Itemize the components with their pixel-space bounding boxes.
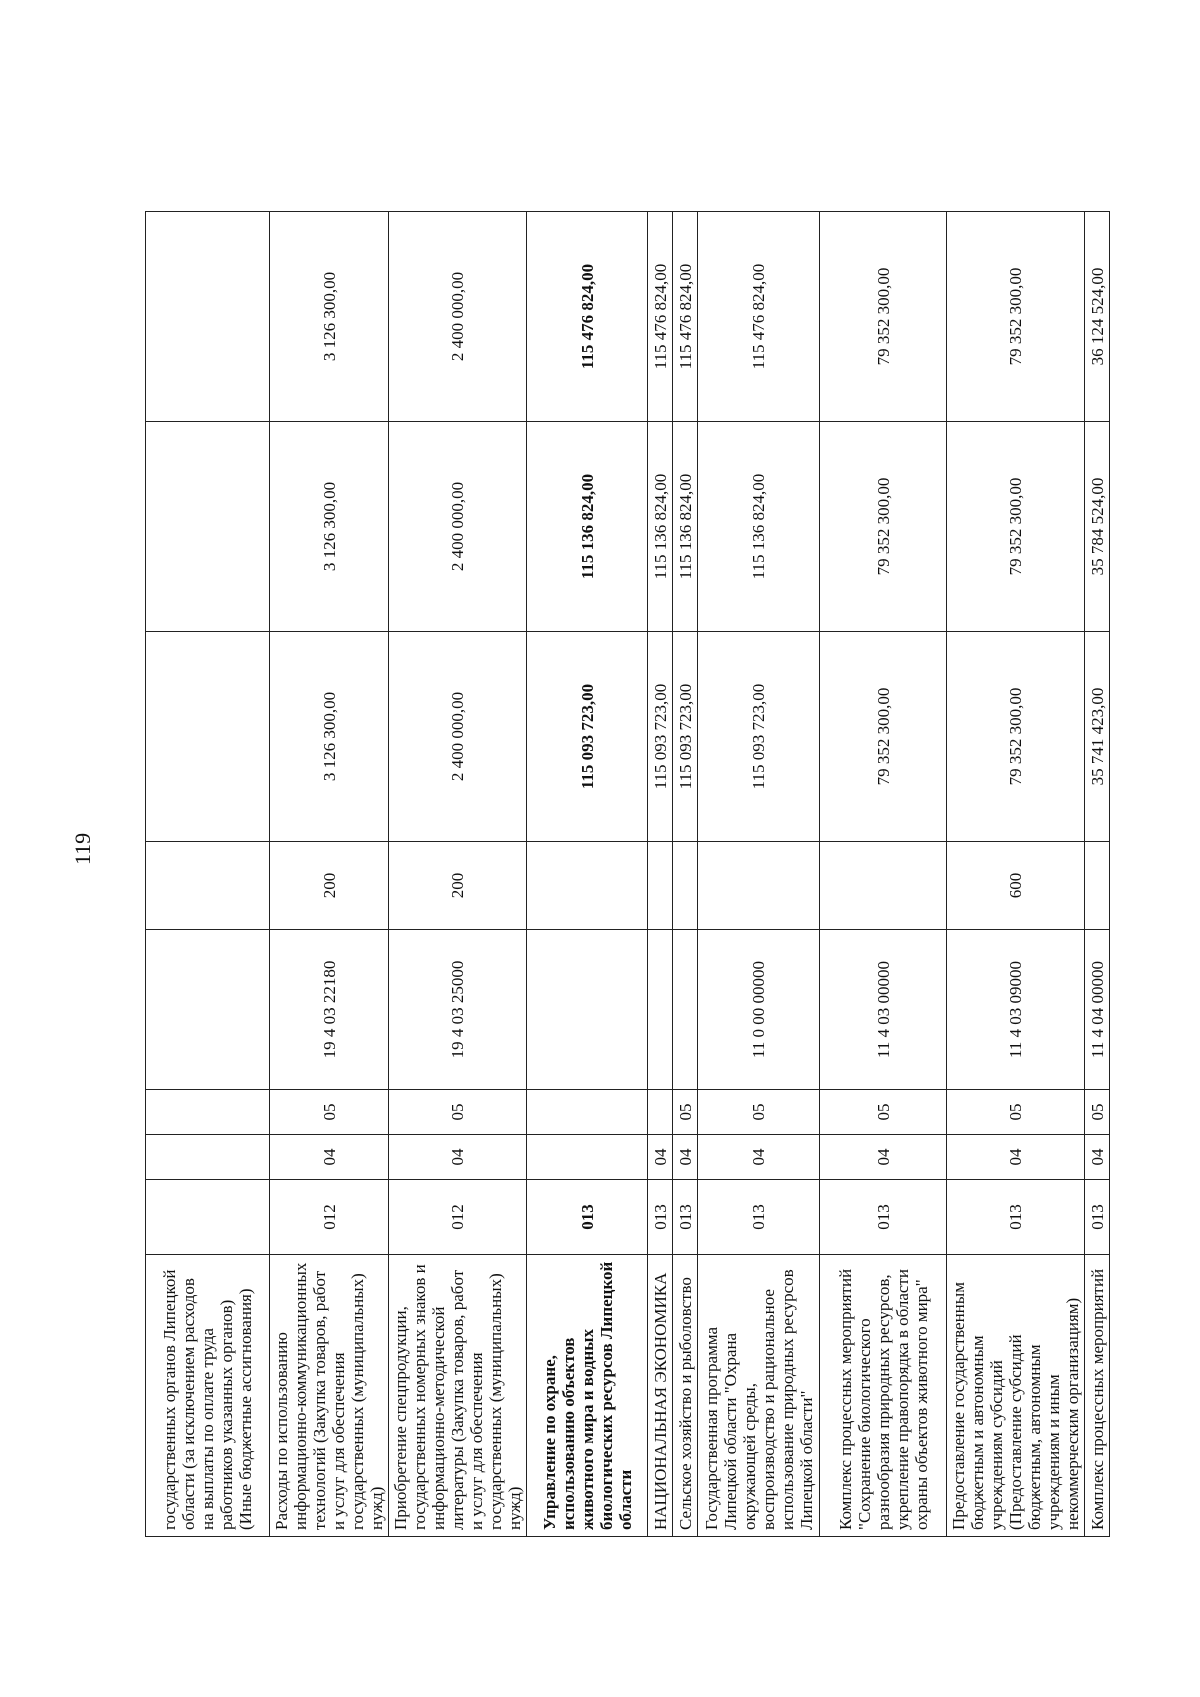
row-year2: 79 352 300,00 xyxy=(947,422,1085,632)
table-row xyxy=(1085,212,1110,1537)
row-vr: 600 xyxy=(947,842,1085,930)
row-csr xyxy=(673,930,698,1090)
row-name: Сельское хозяйство и рыболовство xyxy=(673,1255,698,1537)
row-pr xyxy=(648,1090,673,1135)
table-row xyxy=(698,212,820,1537)
page-number: 119 xyxy=(70,832,95,865)
row-year3: 115 476 824,00 xyxy=(698,212,820,422)
row-year3: 79 352 300,00 xyxy=(947,212,1085,422)
row-year3: 3 126 300,00 xyxy=(270,212,389,422)
row-csr: 19 4 03 25000 xyxy=(389,930,527,1090)
row-year1: 115 093 723,00 xyxy=(698,632,820,842)
row-year3: 36 124 524,00 xyxy=(1085,212,1110,422)
row-year2: 2 400 000,00 xyxy=(389,422,527,632)
row-csr xyxy=(648,930,673,1090)
row-name: государственных органов Липецкой области (за исключением расходов на выплаты по оплате труда работников указанных органов) (Иные бюджетные ассигнования) xyxy=(146,1255,270,1537)
row-rz: 04 xyxy=(698,1135,820,1180)
row-name: НАЦИОНАЛЬНАЯ ЭКОНОМИКА xyxy=(648,1255,673,1537)
row-rz: 04 xyxy=(820,1135,947,1180)
table-row xyxy=(648,212,673,1537)
row-year1 xyxy=(146,632,270,842)
row-name: Расходы по использованию информационно-коммуникационных технологий (Закупка товаров, работ и услуг для обеспечения государственных (муниципальных) нужд) xyxy=(270,1255,389,1537)
row-pr: 05 xyxy=(389,1090,527,1135)
row-year1: 79 352 300,00 xyxy=(820,632,947,842)
row-csr xyxy=(146,930,270,1090)
row-rz: 04 xyxy=(270,1135,389,1180)
row-vr xyxy=(146,842,270,930)
row-grbs: 012 xyxy=(389,1180,527,1255)
row-year3: 115 476 824,00 xyxy=(648,212,673,422)
row-year2: 115 136 824,00 xyxy=(698,422,820,632)
row-vr xyxy=(527,842,648,930)
row-vr: 200 xyxy=(389,842,527,930)
table-row xyxy=(673,212,698,1537)
row-pr: 05 xyxy=(270,1090,389,1135)
row-pr: 05 xyxy=(673,1090,698,1135)
row-grbs: 013 xyxy=(648,1180,673,1255)
row-year2: 115 136 824,00 xyxy=(527,422,648,632)
row-year1: 115 093 723,00 xyxy=(648,632,673,842)
row-csr: 11 0 00 00000 xyxy=(698,930,820,1090)
row-vr xyxy=(820,842,947,930)
row-year2: 3 126 300,00 xyxy=(270,422,389,632)
row-vr xyxy=(648,842,673,930)
budget-table xyxy=(145,211,1110,1537)
row-name: Предоставление государственным бюджетным и автономным учреждениям субсидий (Предоставление субсидий бюджетным, автономным учреждениям и иным некоммерческим организациям) xyxy=(947,1255,1085,1537)
row-vr xyxy=(1085,842,1110,930)
row-pr: 05 xyxy=(1085,1090,1110,1135)
row-name: Комплекс процессных мероприятий "Сохранение биологического разнообразия природных ресурсов, укрепление правопорядка в области охраны объектов животного мира" xyxy=(820,1255,947,1537)
row-year1: 2 400 000,00 xyxy=(389,632,527,842)
row-grbs: 013 xyxy=(1085,1180,1110,1255)
row-csr: 11 4 04 00000 xyxy=(1085,930,1110,1090)
row-pr: 05 xyxy=(947,1090,1085,1135)
table-row xyxy=(527,212,648,1537)
row-grbs: 012 xyxy=(270,1180,389,1255)
row-year2 xyxy=(146,422,270,632)
row-vr xyxy=(673,842,698,930)
row-rz xyxy=(527,1135,648,1180)
row-year3 xyxy=(146,212,270,422)
row-rz: 04 xyxy=(648,1135,673,1180)
row-year1: 115 093 723,00 xyxy=(527,632,648,842)
row-vr: 200 xyxy=(270,842,389,930)
row-name: Приобретение спецпродукции, государственных номерных знаков и информационно-методической литературы (Закупка товаров, работ и услуг для обеспечения государственных (муниципальных) нужд) xyxy=(389,1255,527,1537)
row-year3: 115 476 824,00 xyxy=(527,212,648,422)
row-grbs: 013 xyxy=(820,1180,947,1255)
row-grbs: 013 xyxy=(527,1180,648,1255)
row-grbs: 013 xyxy=(673,1180,698,1255)
row-vr xyxy=(698,842,820,930)
row-pr xyxy=(527,1090,648,1135)
row-csr: 11 4 03 00000 xyxy=(820,930,947,1090)
row-year2: 79 352 300,00 xyxy=(820,422,947,632)
row-rz: 04 xyxy=(673,1135,698,1180)
row-rz: 04 xyxy=(947,1135,1085,1180)
row-year1: 79 352 300,00 xyxy=(947,632,1085,842)
table-row xyxy=(820,212,947,1537)
row-year3: 2 400 000,00 xyxy=(389,212,527,422)
row-pr: 05 xyxy=(698,1090,820,1135)
row-name: Государственная программа Липецкой области "Охрана окружающей среды, воспроизводство и рациональное использование природных ресурсов Липецкой области" xyxy=(698,1255,820,1537)
row-rz: 04 xyxy=(389,1135,527,1180)
row-year2: 115 136 824,00 xyxy=(648,422,673,632)
table-row xyxy=(270,212,389,1537)
row-csr xyxy=(527,930,648,1090)
row-rz xyxy=(146,1135,270,1180)
row-name: Управление по охране, использованию объектов животного мира и водных биологических ресурсов Липецкой области xyxy=(527,1255,648,1537)
row-year1: 3 126 300,00 xyxy=(270,632,389,842)
table-row xyxy=(146,212,270,1537)
row-csr: 11 4 03 09000 xyxy=(947,930,1085,1090)
row-grbs xyxy=(146,1180,270,1255)
row-grbs: 013 xyxy=(947,1180,1085,1255)
row-year1: 35 741 423,00 xyxy=(1085,632,1110,842)
row-year2: 115 136 824,00 xyxy=(673,422,698,632)
table-row xyxy=(389,212,527,1537)
row-pr: 05 xyxy=(820,1090,947,1135)
table-row xyxy=(947,212,1085,1537)
row-year2: 35 784 524,00 xyxy=(1085,422,1110,632)
row-grbs: 013 xyxy=(698,1180,820,1255)
row-pr xyxy=(146,1090,270,1135)
row-year3: 115 476 824,00 xyxy=(673,212,698,422)
row-year3: 79 352 300,00 xyxy=(820,212,947,422)
row-name: Комплекс процессных мероприятий xyxy=(1085,1255,1110,1537)
row-year1: 115 093 723,00 xyxy=(673,632,698,842)
row-csr: 19 4 03 22180 xyxy=(270,930,389,1090)
row-rz: 04 xyxy=(1085,1135,1110,1180)
